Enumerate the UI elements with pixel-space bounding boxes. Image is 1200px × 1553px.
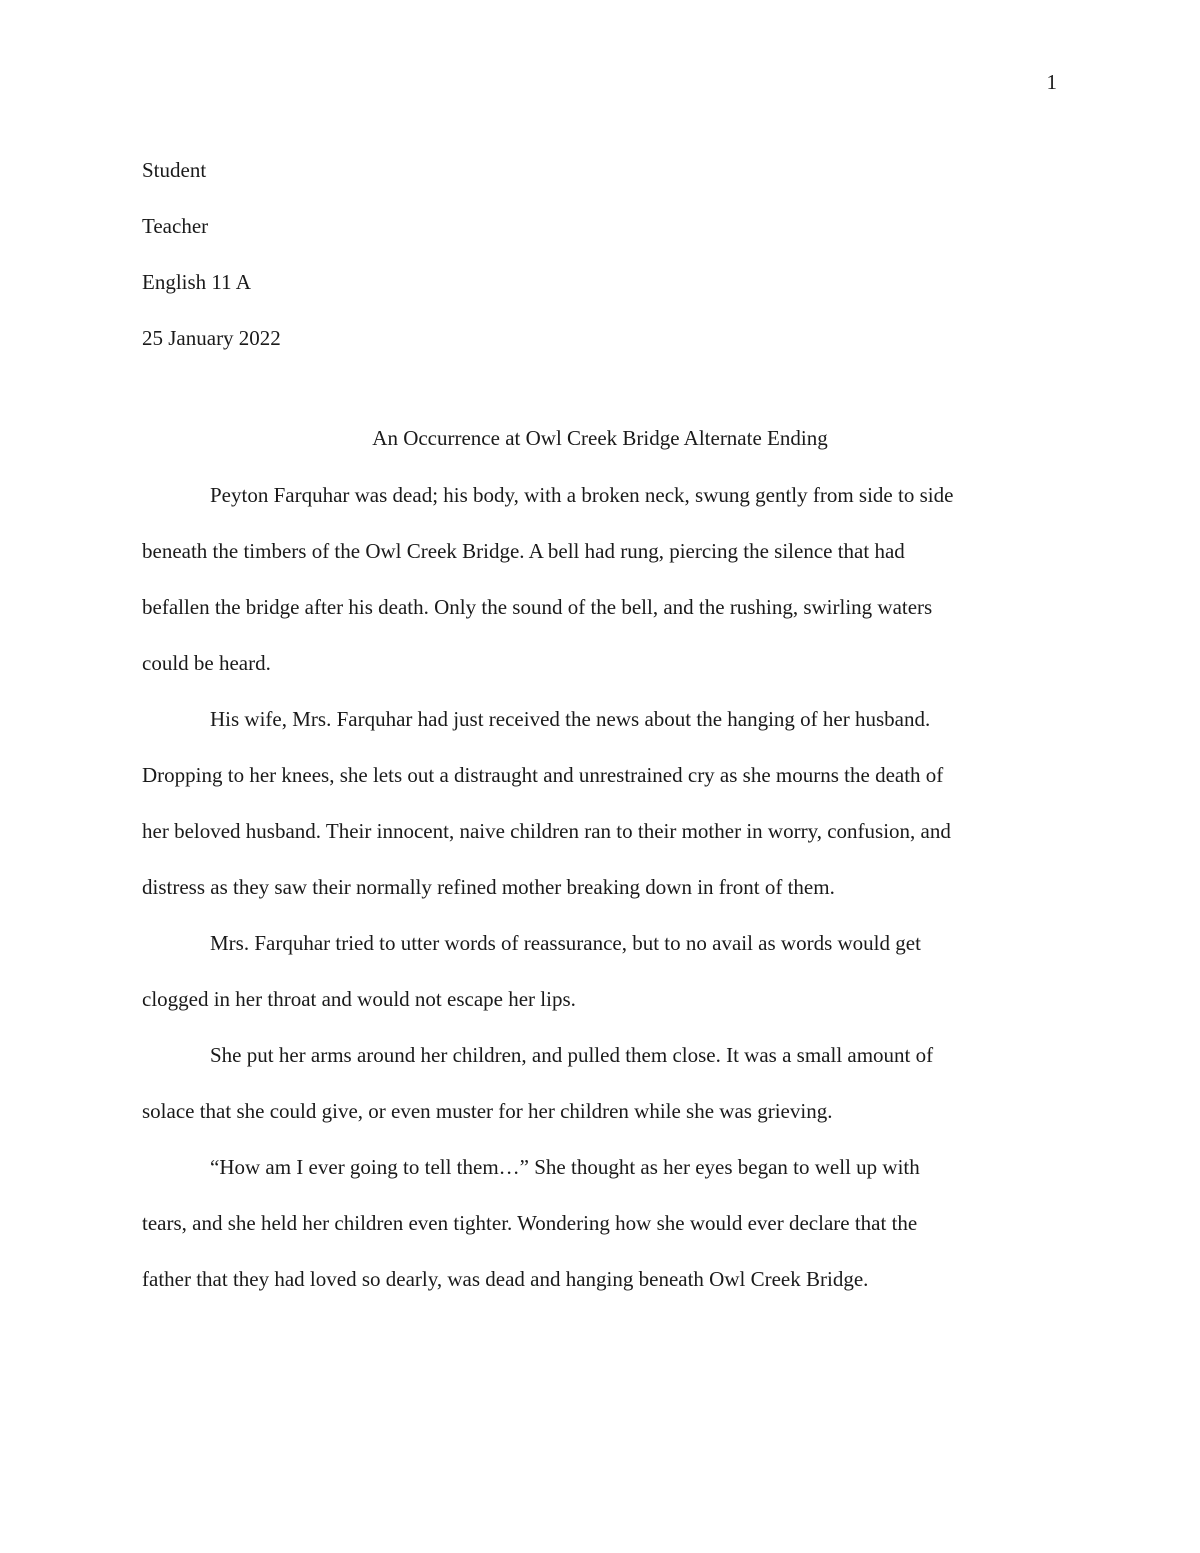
teacher-name: Teacher	[142, 214, 209, 238]
paragraph-5-line-3: father that they had loved so dearly, was dead and hanging beneath Owl Creek Bridge.	[142, 1267, 869, 1291]
course-name: English 11 A	[142, 270, 251, 294]
paragraph-3-line-2: clogged in her throat and would not escape her lips.	[142, 987, 576, 1011]
paragraph-1-line-3: befallen the bridge after his death. Only the sound of the bell, and the rushing, swirling waters	[142, 595, 933, 619]
paragraph-2-line-4: distress as they saw their normally refined mother breaking down in front of them.	[142, 875, 835, 899]
paragraph-3-line-1: Mrs. Farquhar tried to utter words of reassurance, but to no avail as words would get	[210, 931, 921, 955]
mla-heading	[142, 142, 1058, 366]
paragraph-4-line-1: She put her arms around her children, and pulled them close. It was a small amount of	[210, 1043, 934, 1067]
paragraph-4-line-2: solace that she could give, or even muster for her children while she was grieving.	[142, 1099, 833, 1123]
paragraph-2-line-1: His wife, Mrs. Farquhar had just received the news about the hanging of her husband.	[210, 707, 931, 731]
paragraph-2-line-3: her beloved husband. Their innocent, naive children ran to their mother in worry, confusion, and	[142, 819, 951, 843]
paragraph-2-line-2: Dropping to her knees, she lets out a distraught and unrestrained cry as she mourns the death of	[142, 763, 944, 787]
paragraph-5-line-1: “How am I ever going to tell them…” She thought as her eyes began to well up with	[210, 1155, 920, 1179]
page-number: 1	[1046, 70, 1057, 94]
essay-title: An Occurrence at Owl Creek Bridge Alternate Ending	[372, 426, 828, 450]
date: 25 January 2022	[142, 326, 281, 350]
paragraph-1-line-2: beneath the timbers of the Owl Creek Bridge. A bell had rung, piercing the silence that had	[142, 539, 905, 563]
essay-body	[142, 467, 1058, 1307]
paragraph-1-line-4: could be heard.	[142, 651, 271, 675]
paragraph-1-line-1: Peyton Farquhar was dead; his body, with a broken neck, swung gently from side to side	[210, 483, 954, 507]
paragraph-5-line-2: tears, and she held her children even tighter. Wondering how she would ever declare that the	[142, 1211, 918, 1235]
student-name: Student	[142, 158, 207, 182]
